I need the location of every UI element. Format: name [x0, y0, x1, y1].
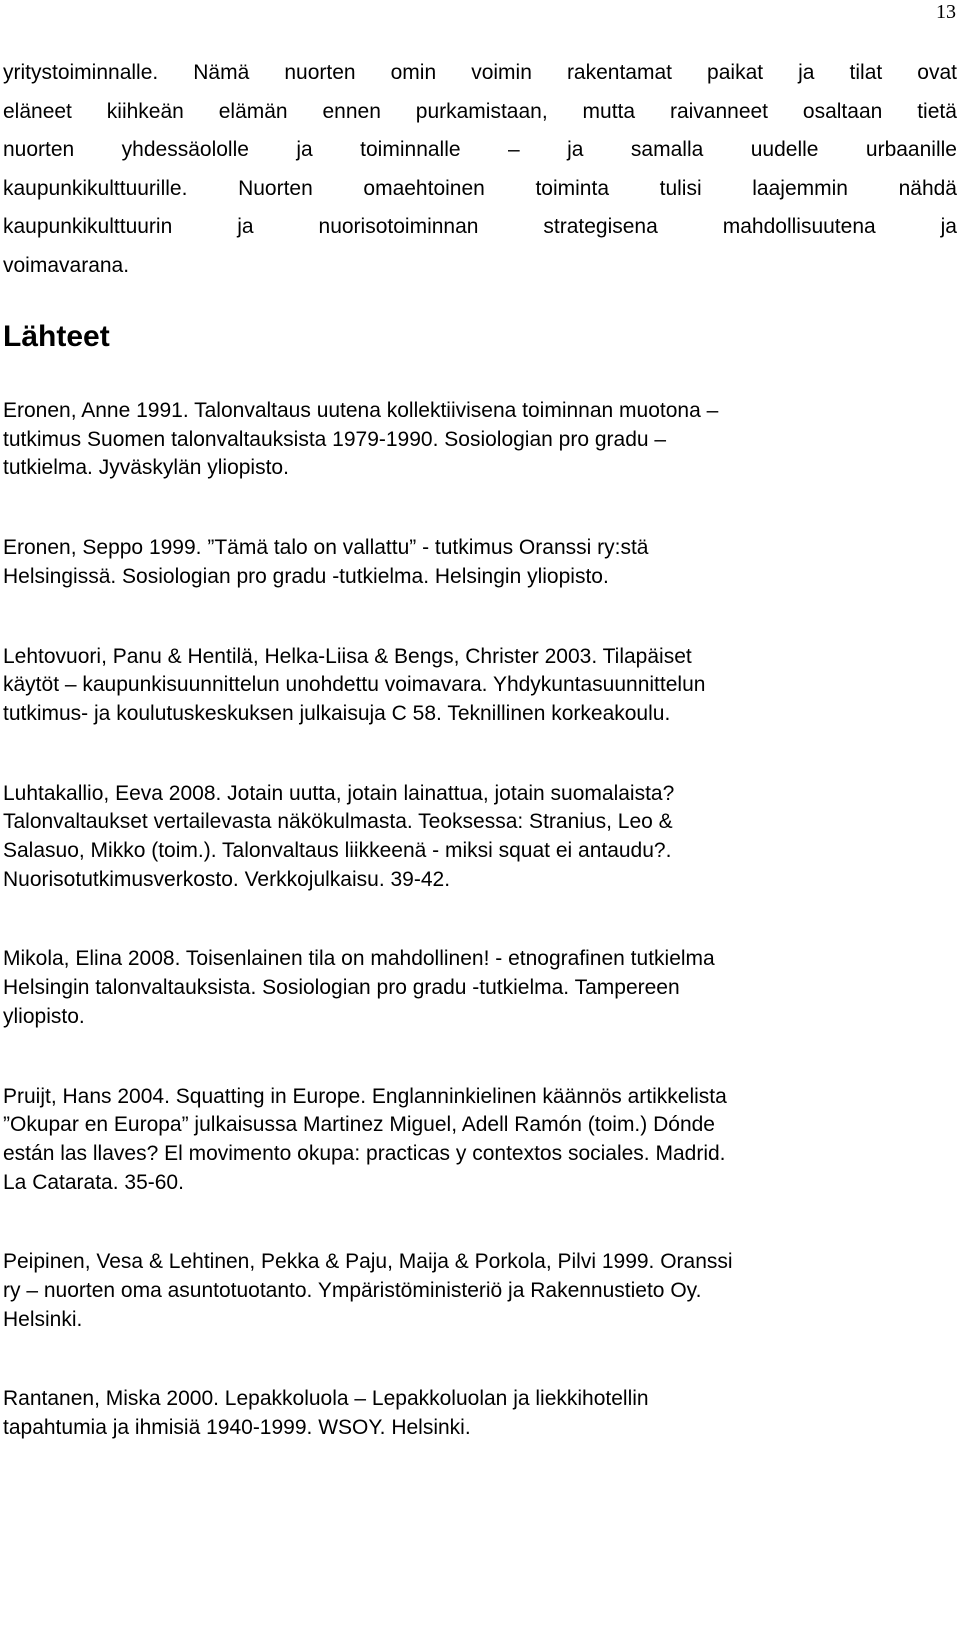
- word: yritystoiminnalle.: [3, 61, 159, 84]
- word: kiihkeän: [106, 99, 184, 123]
- reference-list: [3, 397, 957, 1443]
- paragraph-line: [3, 208, 957, 247]
- reference-line: Helsingissä. Sosiologian pro gradu -tutkielma. Helsingin yliopisto.: [3, 564, 609, 588]
- word: yhdessäololle: [121, 138, 249, 161]
- intro-paragraph: [3, 54, 957, 285]
- word: paikat: [707, 61, 764, 84]
- word: ja: [567, 138, 584, 161]
- word: ja: [798, 61, 815, 84]
- word: kaupunkikulttuurin: [3, 215, 173, 238]
- paragraph-last-line: voimavarana.: [3, 253, 130, 277]
- word: ja: [940, 215, 957, 238]
- paragraph-line: [3, 170, 957, 209]
- word: tietä: [917, 99, 957, 123]
- reference-entry: [3, 643, 957, 729]
- word: toiminnalle: [360, 138, 461, 161]
- word: rakentamat: [566, 61, 672, 84]
- word: samalla: [630, 138, 704, 161]
- word: nuorten: [3, 138, 75, 161]
- reference-line: Talonvaltaukset vertailevasta näkökulmasta. Teoksessa: Stranius, Leo &: [3, 810, 673, 834]
- word: laajemmin: [752, 176, 848, 200]
- reference-line: Nuorisotutkimusverkosto. Verkkojulkaisu. 39-42.: [3, 867, 451, 891]
- word: toiminta: [535, 176, 609, 200]
- word: nähdä: [898, 176, 957, 200]
- reference-line: Peipinen, Vesa & Lehtinen, Pekka & Paju, Maija & Porkola, Pilvi 1999. Oranssi: [3, 1250, 733, 1274]
- word: osaltaan: [802, 99, 883, 123]
- reference-line: Eronen, Seppo 1999. ”Tämä talo on vallattu” - tutkimus Oranssi ry:stä: [3, 536, 649, 560]
- reference-entry: [3, 1248, 957, 1334]
- word: raivanneet: [669, 99, 769, 123]
- reference-line: tapahtumia ja ihmisiä 1940-1999. WSOY. Helsinki.: [3, 1416, 471, 1440]
- paragraph-line: [3, 131, 957, 170]
- word: uudelle: [750, 138, 819, 161]
- word: ennen: [322, 99, 381, 123]
- word: nuorten: [284, 61, 356, 84]
- reference-line: ”Okupar en Europa” julkaisussa Martinez Miguel, Adell Ramón (toim.) Dónde: [3, 1113, 715, 1137]
- word: ja: [237, 215, 254, 238]
- word: ovat: [917, 61, 957, 84]
- reference-line: tutkielma. Jyväskylän yliopisto.: [3, 456, 289, 480]
- word: eläneet: [3, 99, 72, 123]
- paragraph-line: [3, 54, 957, 93]
- reference-line: están las llaves? El movimento okupa: practicas y contextos sociales. Madrid.: [3, 1141, 726, 1165]
- word: –: [508, 138, 520, 161]
- reference-line: Eronen, Anne 1991. Talonvaltaus uutena kollektiivisena toiminnan muotona –: [3, 399, 719, 422]
- paragraph-line: [3, 93, 957, 132]
- word: Nuorten: [238, 176, 313, 200]
- reference-line: Lehtovuori, Panu & Hentilä, Helka-Liisa & Bengs, Christer 2003. Tilapäiset: [3, 644, 692, 668]
- word: omaehtoinen: [363, 176, 485, 200]
- word: voimin: [471, 61, 532, 84]
- word: omin: [390, 61, 437, 84]
- reference-entry: [3, 534, 957, 591]
- document-body: [3, 54, 957, 1494]
- reference-line: Salasuo, Mikko (toim.). Talonvaltaus liikkeenä - miksi squat ei antaudu?.: [3, 839, 672, 863]
- page-number: 13: [936, 1, 956, 23]
- word: tilat: [849, 61, 883, 84]
- reference-line: yliopisto.: [3, 1004, 85, 1028]
- reference-entry: [3, 397, 957, 483]
- reference-line: Helsinki.: [3, 1307, 83, 1331]
- word: strategisena: [543, 215, 658, 238]
- word: nuorisotoiminnan: [318, 215, 479, 238]
- reference-line: Luhtakallio, Eeva 2008. Jotain uutta, jotain lainattua, jotain suomalaista?: [3, 781, 675, 805]
- word: urbaanille: [865, 138, 957, 161]
- word: purkamistaan,: [415, 99, 548, 123]
- word: kaupunkikulttuurille.: [3, 176, 188, 200]
- reference-line: Pruijt, Hans 2004. Squatting in Europe. Englanninkielinen käännös artikkelista: [3, 1084, 727, 1108]
- reference-entry: [3, 945, 957, 1031]
- reference-line: käytöt – kaupunkisuunnittelun unohdettu voimavara. Yhdykuntasuunnittelun: [3, 673, 706, 697]
- word: mutta: [582, 99, 636, 123]
- reference-entry: [3, 1083, 957, 1198]
- reference-line: Helsingin talonvaltauksista. Sosiologian pro gradu -tutkielma. Tampereen: [3, 976, 680, 1000]
- reference-line: La Catarata. 35-60.: [3, 1170, 184, 1194]
- section-heading: Lähteet: [3, 320, 110, 353]
- word: Nämä: [193, 61, 250, 84]
- word: tulisi: [659, 176, 702, 200]
- reference-entry: [3, 780, 957, 895]
- reference-line: Mikola, Elina 2008. Toisenlainen tila on mahdollinen! - etnografinen tutkielma: [3, 947, 715, 971]
- reference-line: tutkimus Suomen talonvaltauksista 1979-1990. Sosiologian pro gradu –: [3, 427, 667, 451]
- reference-line: Rantanen, Miska 2000. Lepakkoluola – Lepakkoluolan ja liekkihotellin: [3, 1387, 649, 1411]
- reference-entry: [3, 1385, 957, 1442]
- reference-line: tutkimus- ja koulutuskeskuksen julkaisuja C 58. Teknillinen korkeakoulu.: [3, 701, 671, 725]
- reference-line: ry – nuorten oma asuntotuotanto. Ympäristöministeriö ja Rakennustieto Oy.: [3, 1279, 702, 1303]
- word: elämän: [218, 99, 288, 123]
- word: ja: [296, 138, 313, 161]
- word: mahdollisuutena: [722, 215, 876, 238]
